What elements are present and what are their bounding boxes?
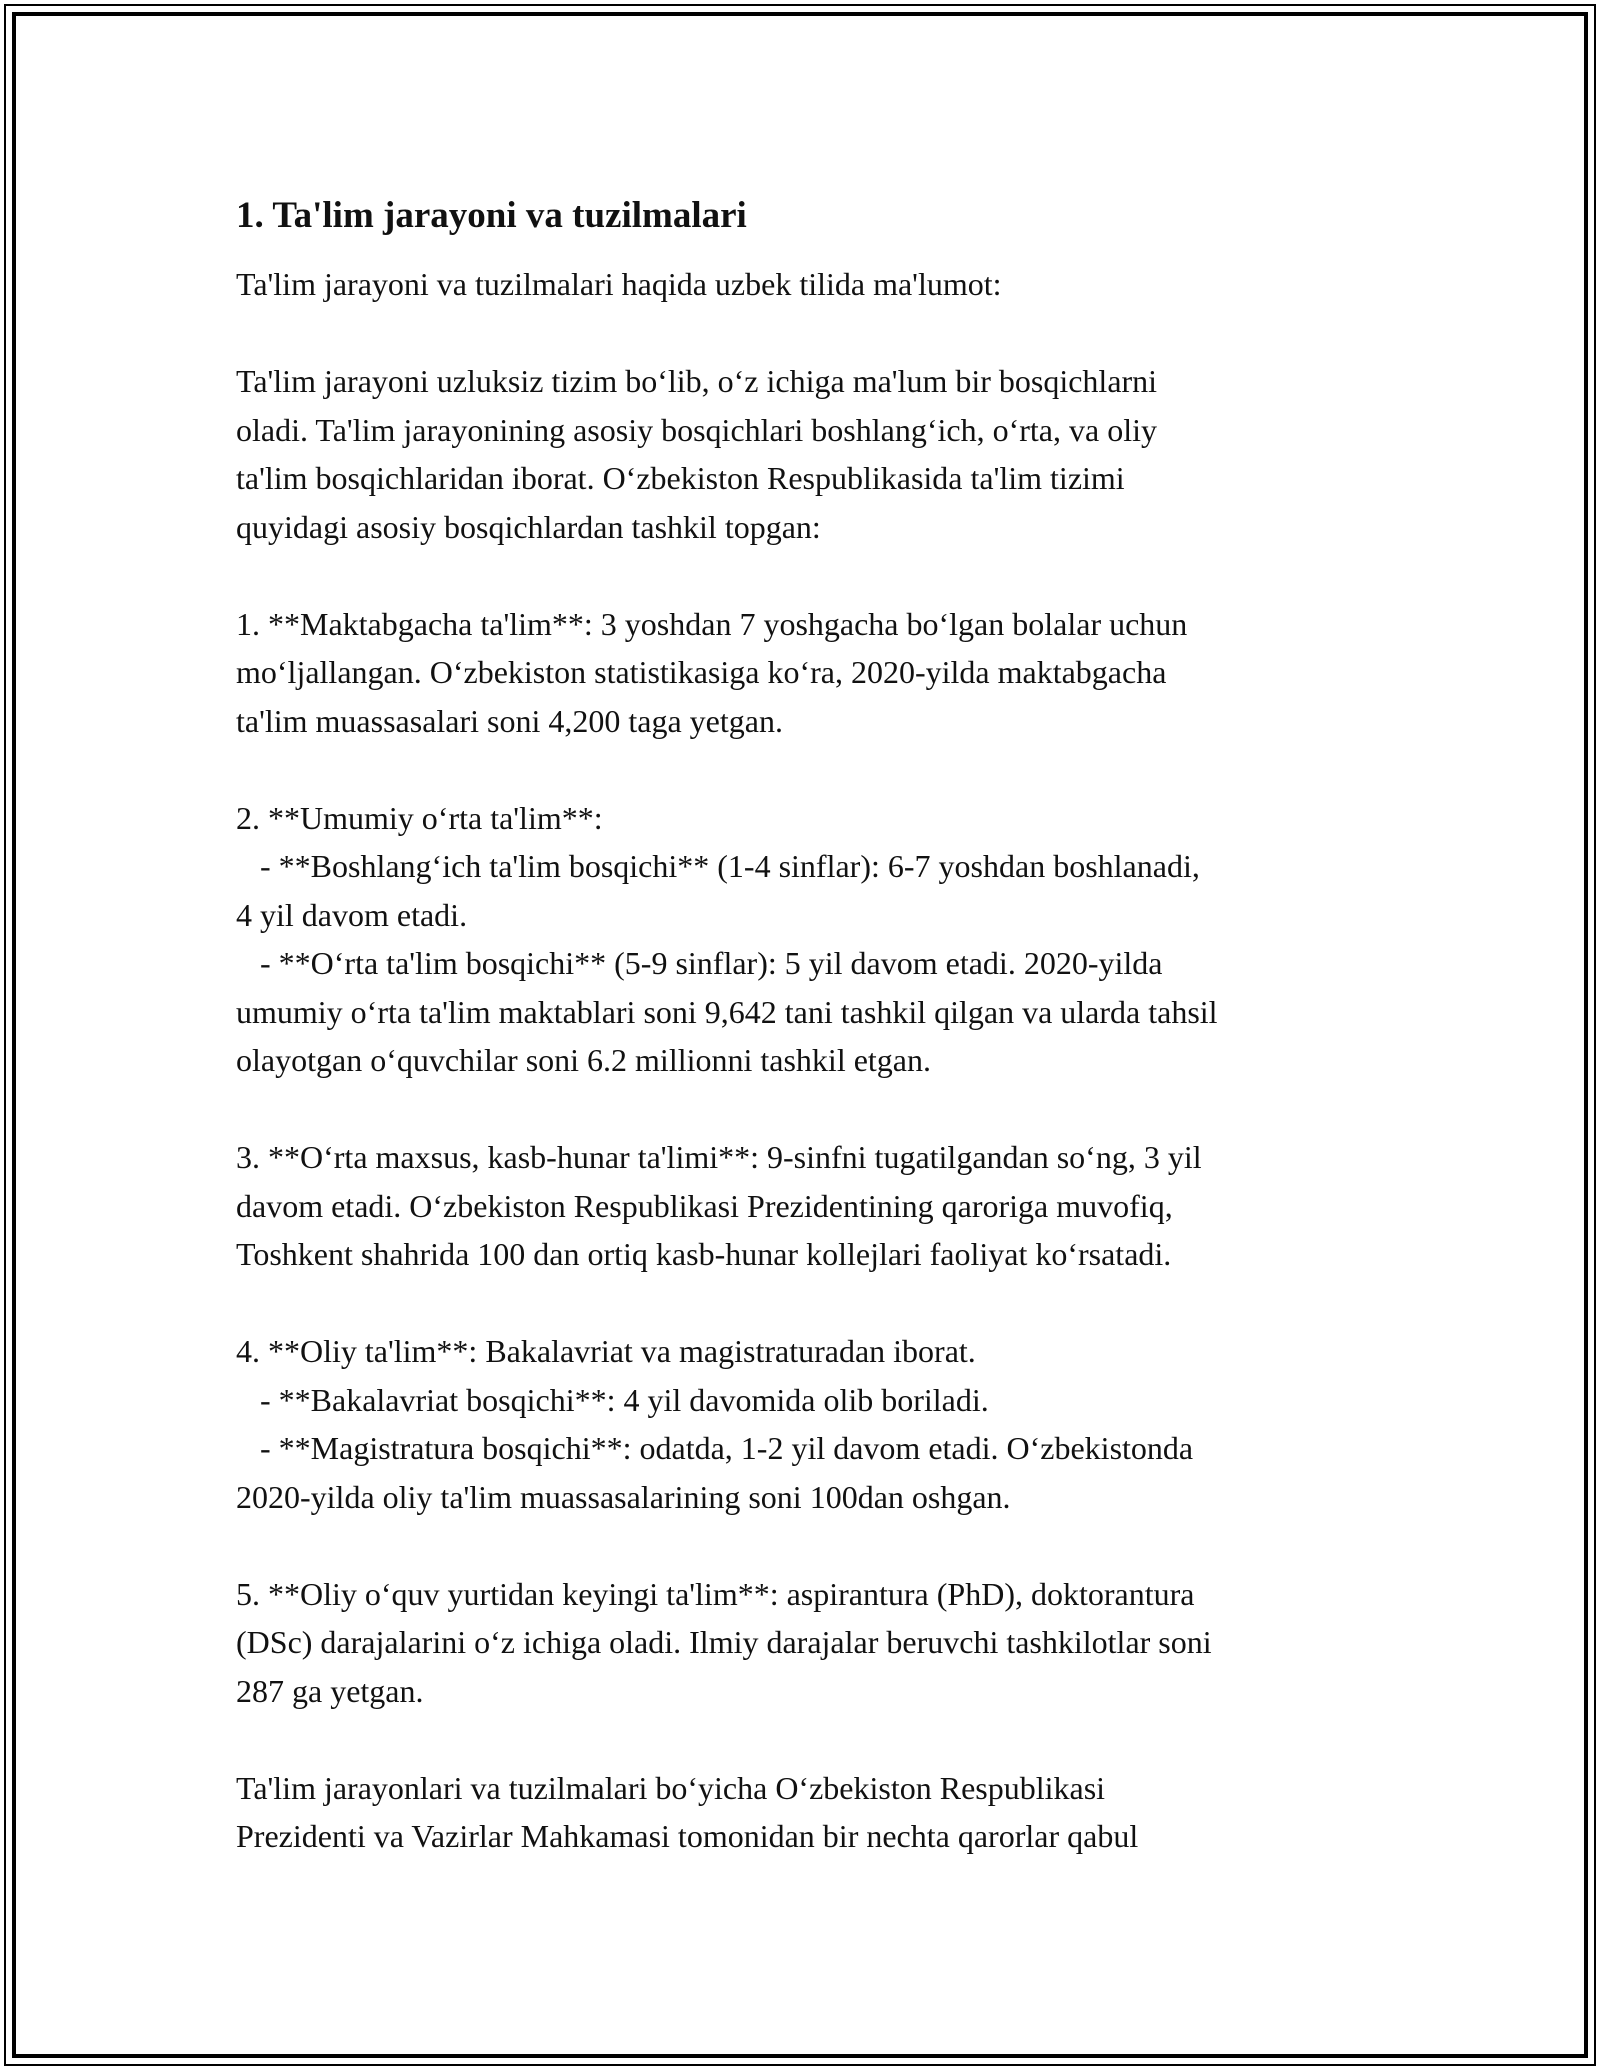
document-body	[236, 188, 1366, 1861]
body-text: Ta'lim jarayoni va tuzilmalari haqida uzbek tilida ma'lumot: Ta'lim jarayoni uzluksiz tizim boʻlib, oʻz ichiga ma'lum bir bosqichlarni oladi. Ta'lim jarayonining asosiy bosqichlari boshlangʻich, oʻrta, va oliy ta'lim bosqichlaridan iborat. Oʻzbekiston Respublikasida ta'lim tizimi quyidagi asosiy bosqichlardan tashkil topgan: 1. **Maktabgacha ta'lim**: 3 yoshdan 7 yoshgacha boʻlgan bolalar uchun moʻljallangan. Oʻzbekiston statistikasiga koʻra, 2020-yilda maktabgacha ta'lim muassasalari soni 4,200 taga yetgan. 2. **Umumiy oʻrta ta'lim**: - **Boshlangʻich ta'lim bosqichi** (1-4 sinflar): 6-7 yoshdan boshlanadi, 4 yil davom etadi. - **Oʻrta ta'lim bosqichi** (5-9 sinflar): 5 yil davom etadi. 2020-yilda umumiy oʻrta ta'lim maktablari soni 9,642 tani tashkil qilgan va ularda tahsil olayotgan oʻquvchilar soni 6.2 millionni tashkil etgan. 3. **Oʻrta maxsus, kasb-hunar ta'limi**: 9-sinfni tugatilgandan soʻng, 3 yil davom etadi. Oʻzbekiston Respublikasi Prezidentining qaroriga muvofiq, Toshkent shahrida 100 dan ortiq kasb-hunar kollejlari faoliyat koʻrsatadi. 4. **Oliy ta'lim**: Bakalavriat va magistraturadan iborat. - **Bakalavriat bosqichi**: 4 yil davomida olib boriladi. - **Magistratura bosqichi**: odatda, 1-2 yil davom etadi. Oʻzbekistonda 2020-yilda oliy ta'lim muassasalarining soni 100dan oshgan. 5. **Oliy oʻquv yurtidan keyingi ta'lim**: aspirantura (PhD), doktorantura (DSc) darajalarini oʻz ichiga oladi. Ilmiy darajalar beruvchi tashkilotlar soni 287 ga yetgan. Ta'lim jarayonlari va tuzilmalari boʻyicha Oʻzbekiston Respublikasi Prezidenti va Vazirlar Mahkamasi tomonidan bir nechta qarorlar qabul	[236, 266, 1218, 1854]
section-heading: 1. Ta'lim jarayoni va tuzilmalari	[236, 195, 747, 236]
